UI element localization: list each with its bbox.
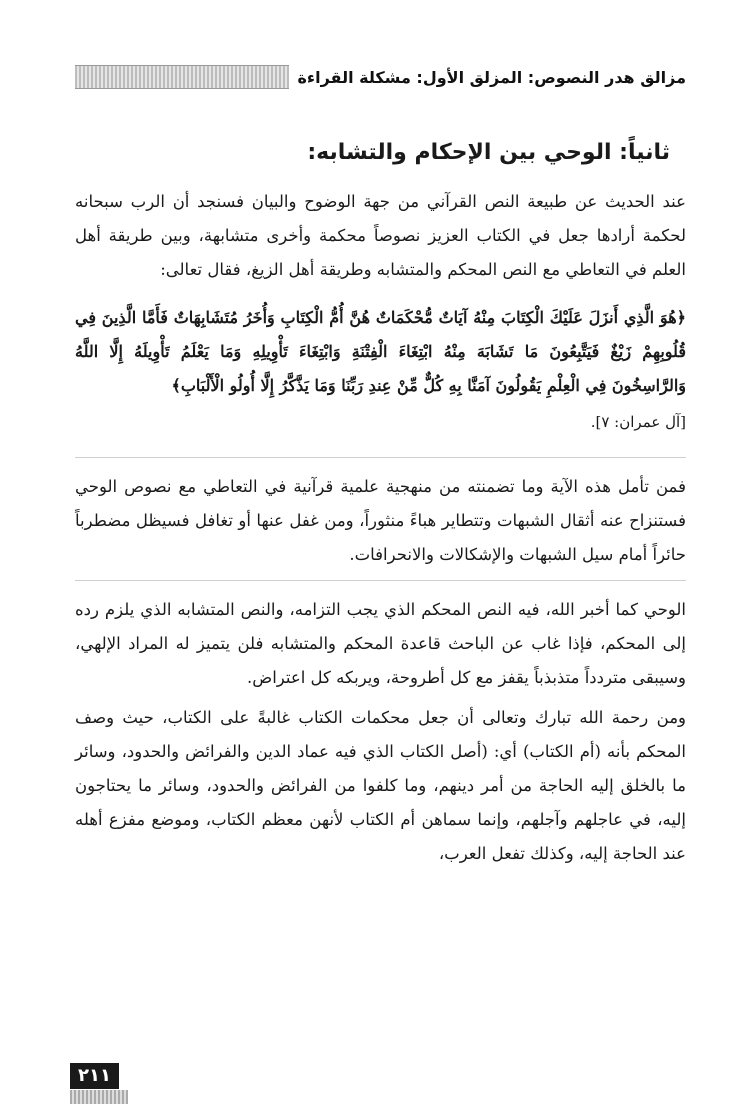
page-body [75,140,686,877]
divider [75,457,686,458]
running-title: مزالق هدر النصوص: المزلق الأول: مشكلة القراءة [297,67,686,87]
paragraph-intro: عند الحديث عن طبيعة النص القرآني من جهة الوضوح والبيان فسنجد أن الرب سبحانه لحكمة أرادها جعل في الكتاب العزيز نصوصاً محكمة وأخرى متشابهة، وبين طريقة أهل العلم في التعاطي مع النص المحكم والمتشابه وطريقة أهل الزيغ، فقال تعالى: [75,192,686,279]
page-number: ٢١١ [70,1063,119,1089]
header-decorative-band [75,65,289,89]
divider [75,580,686,581]
verse-citation: [آل عمران: ٧]. [590,413,686,431]
paragraph-4: ومن رحمة الله تبارك وتعالى أن جعل محكمات الكتاب غالبةً على الكتاب، حيث وصف المحكم بأنه (أم الكتاب) أي: (أصل الكتاب الذي فيه عماد الدين والفرائض والحدود، وسائر ما بالخلق إليه الحاجة من أمر دينهم، وما كلفوا من الفرائض والحدود، وسائر ما يحتاجون إليه، في عاجلهم وآجلهم، وإنما سماهن أم الكتاب لأنهن معظم الكتاب، وموضع مفزع أهله عند الحاجة إليه، وكذلك تفعل العرب، [75,708,686,863]
paragraph-2: فمن تأمل هذه الآية وما تضمنته من منهجية علمية قرآنية في التعاطي مع نصوص الوحي فستنزاح عنه أثقال الشبهات وتتطاير هباءً منثوراً، ومن غفل عنها أو تغافل فسيظل مضطرباً حائراً أمام سيل الشبهات والإشكالات والانحرافات. [75,477,686,564]
quran-verse: ﴿هُوَ الَّذِي أَنزَلَ عَلَيْكَ الْكِتَابَ مِنْهُ آيَاتٌ مُّحْكَمَاتٌ هُنَّ أُمُّ الْكِتَابِ وَأُخَرُ مُتَشَابِهَاتٌ فَأَمَّا الَّذِينَ فِي قُلُوبِهِمْ زَيْغٌ فَيَتَّبِعُونَ مَا تَشَابَهَ مِنْهُ ابْتِغَاءَ الْفِتْنَةِ وَابْتِغَاءَ تَأْوِيلِهِ وَمَا يَعْلَمُ تَأْوِيلَهُ إِلَّا اللَّهُ وَالرَّاسِخُونَ فِي الْعِلْمِ يَقُولُونَ آمَنَّا بِهِ كُلٌّ مِّنْ عِندِ رَبِّنَا وَمَا يَذَّكَّرُ إِلَّا أُولُو الْأَلْبَابِ﴾ [75,308,686,395]
page-number-decorative-band [70,1090,128,1104]
paragraph-3: الوحي كما أخبر الله، فيه النص المحكم الذي يجب التزامه، والنص المتشابه الذي يلزم رده إلى المحكم، فإذا غاب عن الباحث قاعدة المحكم والمتشابه فلن يتميز له المراد الإلهي، وسيبقى متردداً متذبذباً يقفز مع كل أطروحة، ويربكه كل اعتراض. [75,600,686,687]
running-header [75,62,686,92]
section-heading: ثانياً: الوحي بين الإحكام والتشابه: [307,140,670,165]
